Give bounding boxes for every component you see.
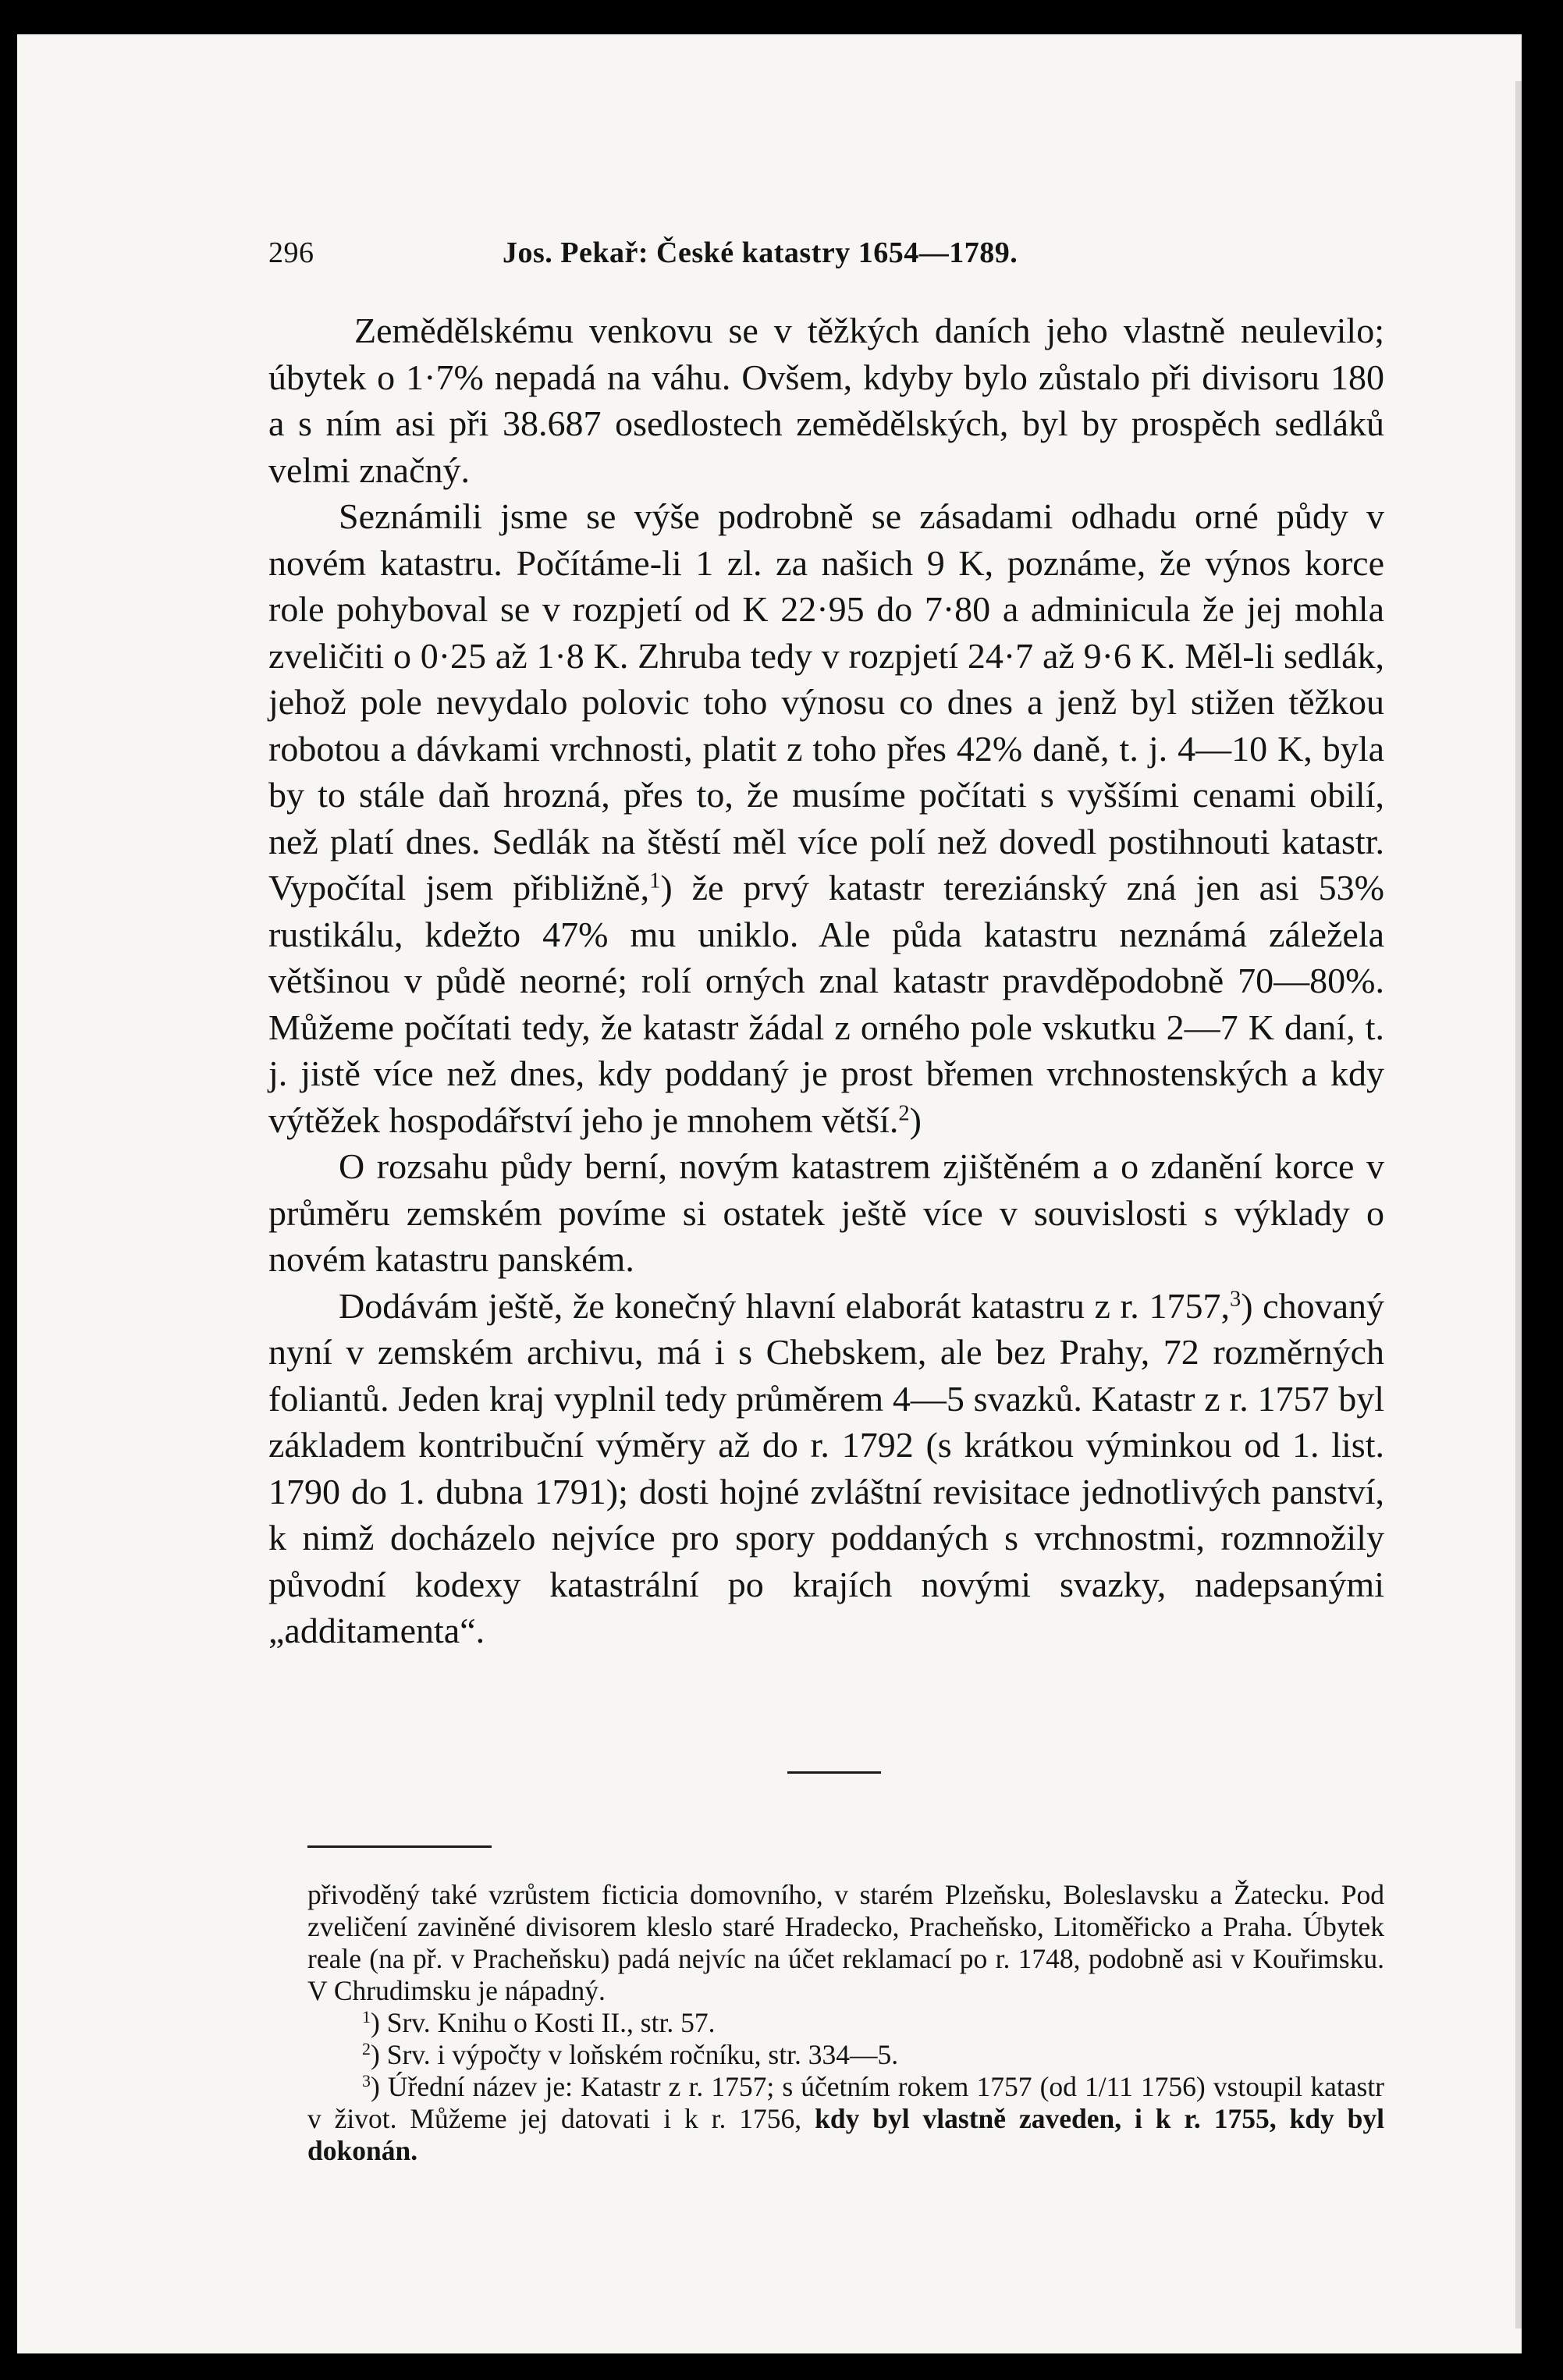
paragraph-4-part-b: ) chovaný nyní v zemském archivu, má i s Chebskem, ale bez Prahy, 72 rozměrných foliantů. Jeden kraj vyplnil tedy průměrem 4—5 svazků. Katastr z r. 1757 byl základem kontribuční výměry až do r. 1792 (s krátkou výminkou od 1. list. 1790 do 1. dubna 1791); dosti hojné zvláštní revisitace jednotlivých panství, k nimž docházelo nejvíce pro spory poddaných s vrchnostmi, rozmnožily původní kodexy katastrální po krajích novými svazky, nadepsanými „additamenta“.: [268, 1285, 1385, 1650]
footnote-ref-3: 3: [1229, 1286, 1242, 1311]
paragraph-2: [268, 493, 1384, 1143]
footnote-continuation: přivoděný také vzrůstem ficticia domovního, v starém Plzeňsku, Boleslavsku a Žatecku. Pod zveličení zaviněné divisorem kleslo staré Hradecko, Pracheňsko, Litoměřicko a Praha. Úbytek reale (na př. v Pracheňsku) padá nejvíc na účet reklamací po r. 1748, podobně asi v Kouřimsku. V Chrudimsku je nápadný.: [307, 1878, 1384, 2006]
paragraph-2-part-b: ) že prvý katastr tereziánský zná jen asi 53% rustikálu, kdežto 47% mu uniklo. Ale půda katastru neznámá záležela většinou v půdě neorné; rolí orných znal katastr pravděpodobně 70—80%. Můžeme počítati tedy, že katastr žádal z orného pole vskutku 2—7 K daní, t. j. jistě více než dnes, kdy poddaný je prost břemen vrchnostenských a kdy výtěžek hospodářství jeho je mnohem větší.: [268, 868, 1385, 1140]
footnote-1-text: ) Srv. Knihu o Kosti II., str. 57.: [371, 2006, 716, 2038]
paragraph-1: Zemědělskému venkovu se v těžkých daních jeho vlastně neulevilo; úbytek o 1·7% nepadá na váhu. Ovšem, kdyby bylo zůstalo při divisoru 180 a s ním asi při 38.687 osedlostech zemědělských, byl by prospěch sedláků velmi značný.: [268, 311, 1384, 490]
main-text: [268, 307, 1384, 1654]
section-end-rule: [787, 1771, 881, 1774]
page-edge-shadow: [1515, 81, 1522, 2328]
footnote-2-mark: 2: [362, 2038, 371, 2059]
page-number: 296: [268, 236, 314, 269]
paragraph-2-part-c: ): [909, 1099, 922, 1140]
footnote-3-bold-line: kdy byl vlastně zaveden, i k r. 1755, kdy byl dokonán.: [307, 2102, 1385, 2166]
footnote-separator: [307, 1845, 492, 1848]
scanned-page: [17, 34, 1522, 2353]
running-head: [268, 236, 1384, 270]
paragraph-4: [268, 1283, 1384, 1654]
footnote-ref-2: 2: [898, 1100, 910, 1125]
footnote-3: [307, 2071, 1384, 2167]
paragraph-3: O rozsahu půdy berní, novým katastrem zjištěném a o zdanění korce v průměru zemském povíme si ostatek ještě více v souvislosti s výklady o novém katastru panském.: [268, 1146, 1384, 1279]
footnote-2-text: ) Srv. i výpočty v loňském ročníku, str. 334—5.: [371, 2038, 899, 2070]
paragraph-4-part-a: Dodávám ještě, že konečný hlavní elaborát katastru z r. 1757,: [339, 1285, 1230, 1326]
footnote-2: [307, 2039, 1384, 2071]
page-content: [268, 236, 1384, 2167]
footnote-3-text: ) Úřední název je: Katastr z r. 1757; s účetním rokem 1757 (od 1/11 1756) vstoupil katastr v život. Můžeme jej datovati i k r. 1756,: [307, 2070, 1384, 2134]
footnotes: [268, 1879, 1384, 2167]
paragraph-2-part-a: Seznámili jsme se výše podrobně se zásadami odhadu orné půdy v novém katastru. Počítáme-li 1 zl. za našich 9 K, poznáme, že výnos korce role pohyboval se v rozpjetí od K 22·95 do 7·80 a adminicula že jej mohla zveličiti o 0·25 až 1·8 K. Zhruba tedy v rozpjetí 24·7 až 9·6 K. Měl-li sedlák, jehož pole nevydalo polovic toho výnosu co dnes a jenž byl stižen těžkou robotou a dávkami vrchnosti, platit z toho přes 42% daně, t. j. 4—10 K, byla by to stále daň hrozná, přes to, že musíme počítati s vyššími cenami obilí, než platí dnes. Sedlák na štěstí měl více polí než dovedl postihnouti katastr. Vypočítal jsem přibližně,: [268, 496, 1384, 908]
running-title: Jos. Pekař: České katastry 1654—1789.: [503, 236, 1018, 269]
footnote-1: [307, 2007, 1384, 2039]
footnote-ref-1: 1: [649, 869, 661, 893]
footnote-3-mark: 3: [362, 2070, 371, 2090]
footnote-1-mark: 1: [362, 2006, 371, 2027]
